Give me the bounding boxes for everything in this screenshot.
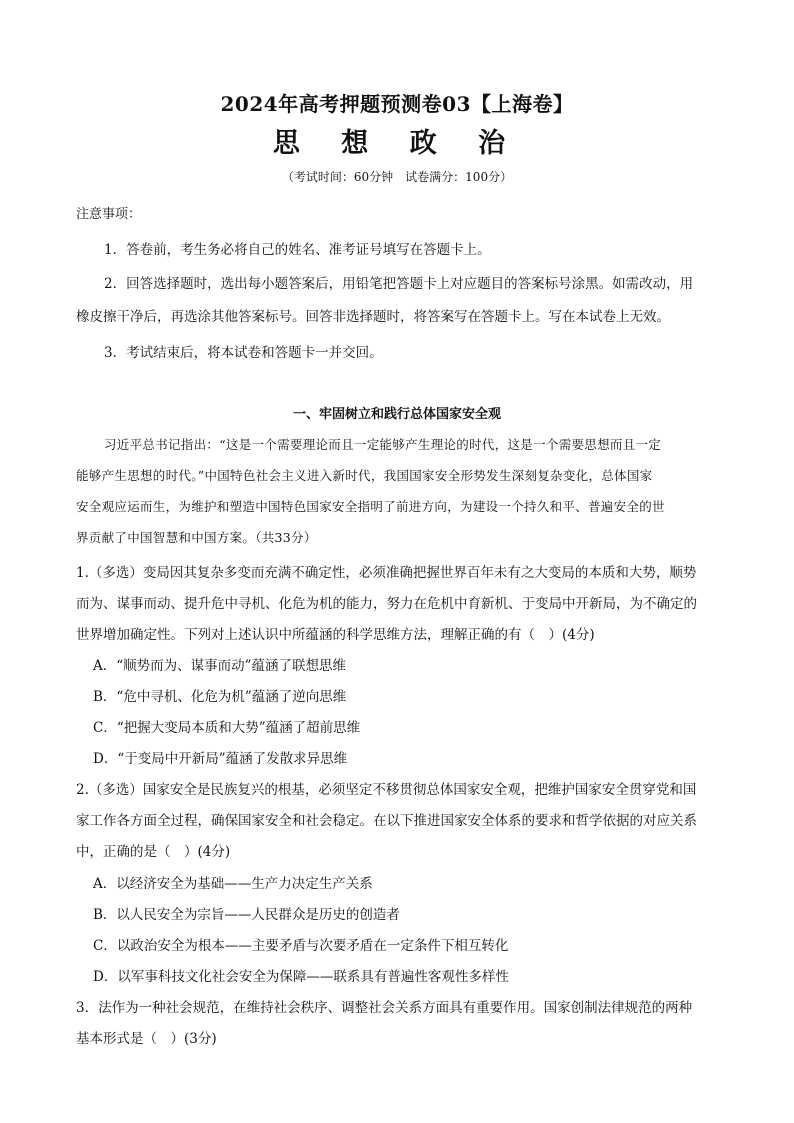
section-intro-line: 界贡献了中国智慧和中国方案。（共33分） [76,530,317,545]
question-2-line: 家工作各方面全过程，确保国家安全和社会稳定。在以下推进国家安全体系的要求和哲学依据的对应关系 [76,813,697,829]
question-1-line: 1.（多选）变局因其复杂多变而充满不确定性，必须准确把握世界百年未有之大变局的本质和大势，顺势 [76,565,697,581]
notice-item: 橡皮擦干净后，再选涂其他答案标号。回答非选择题时，将答案写在答题卡上。写在本试卷上无效。 [76,309,670,325]
question-1-line: 而为、谋事而动、提升危中寻机、化危为机的能力，努力在危机中育新机、于变局中开新局，为不确定的 [76,596,697,612]
question-2-option-b: B．以人民安全为宗旨——人民群众是历史的创造者 [93,907,400,923]
notice-heading: 注意事项： [76,207,142,222]
subject-title: 思 想 政 治 [272,128,522,159]
question-3-line: 3．法作为一种社会规范，在维持社会秩序、调整社会关系方面具有重要作用。国家创制法律规范的两种 [76,1000,693,1016]
exam-meta: （考试时间：60分钟 试卷满分：100分） [281,170,513,184]
question-2-option-a: A．以经济安全为基础——生产力决定生产关系 [93,876,373,892]
question-1-option-a: A．“顺势而为、谋事而动”蕴涵了联想思维 [93,658,347,674]
exam-title: 2024年高考押题预测卷03【上海卷】 [220,92,574,116]
section-intro-line: 能够产生思想的时代。”中国特色社会主义进入新时代，我国国家安全形势发生深刻复杂变化，总体国家 [76,468,653,483]
notice-item: 1．答卷前，考生务必将自己的姓名、准考证号填写在答题卡上。 [104,242,491,258]
question-3-line: 基本形式是（ ）(3分) [76,1031,217,1047]
notice-item: 2．回答选择题时，选出每小题答案后，用铅笔把答题卡上对应题目的答案标号涂黑。如需改动，用 [104,276,694,292]
question-1-option-b: B．“危中寻机、化危为机”蕴涵了逆向思维 [93,689,347,705]
notice-item: 3．考试结束后，将本试卷和答题卡一并交回。 [104,345,383,361]
question-2-line: 中，正确的是（ ）(4分) [76,844,231,860]
question-1-option-c: C．“把握大变局本质和大势”蕴涵了超前思维 [93,720,361,736]
question-1-option-d: D．“于变局中开新局”蕴涵了发散求异思维 [93,751,348,767]
question-2-option-c: C．以政治安全为根本——主要矛盾与次要矛盾在一定条件下相互转化 [93,938,509,954]
section-intro-line: 习近平总书记指出：“这是一个需要理论而且一定能够产生理论的时代，这是一个需要思想而且一定 [104,437,662,452]
question-2-line: 2.（多选）国家安全是民族复兴的根基，必须坚定不移贯彻总体国家安全观，把维护国家安全贯穿党和国 [76,782,697,798]
question-2-option-d: D．以军事科技文化社会安全为保障——联系具有普遍性客观性多样性 [93,969,509,985]
question-1-line: 世界增加确定性。下列对上述认识中所蕴涵的科学思维方法，理解正确的有（ ）(4分) [76,627,595,643]
section-intro-line: 安全观应运而生，为维护和塑造中国特色国家安全指明了前进方向，为建设一个持久和平、普遍安全的世 [76,499,665,514]
section-title: 一、牢固树立和践行总体国家安全观 [292,407,501,422]
